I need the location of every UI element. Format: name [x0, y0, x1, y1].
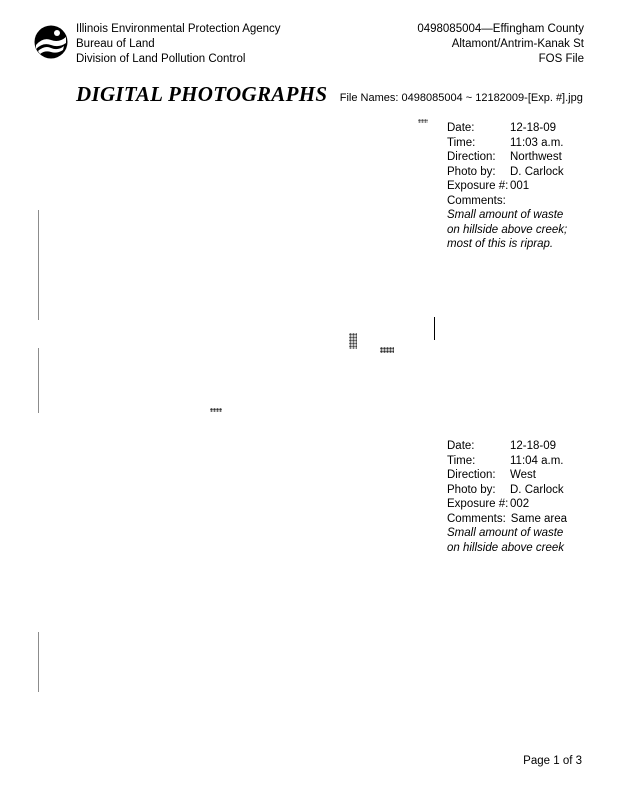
photo-2-metadata [447, 439, 597, 555]
photo-by-value: D. Carlock [510, 165, 564, 178]
comments-label: Comments: [447, 512, 506, 525]
time-label: Time: [447, 454, 476, 467]
comment-line: on hillside above creek; [447, 223, 568, 236]
time-value: 11:03 a.m. [510, 136, 564, 149]
bureau-name: Bureau of Land [76, 38, 155, 50]
date-value: 12-18-09 [510, 122, 557, 134]
site-id: 0498085004—Effingham County [417, 23, 584, 35]
comments-label: Comments: [447, 194, 506, 207]
comments-extra: Same area [510, 512, 568, 525]
agency-logo-icon [33, 24, 69, 60]
agency-name: Illinois Environmental Protection Agency [76, 23, 281, 35]
page-number: Page 1 of 3 [523, 755, 582, 767]
title-row [76, 82, 583, 107]
exposure-value: 002 [510, 498, 530, 510]
scan-speck [210, 408, 222, 412]
date-label: Date: [447, 122, 475, 134]
comment-line: on hillside above creek [447, 541, 564, 554]
time-value: 11:04 a.m. [510, 454, 564, 467]
comment-line: most of this is riprap. [447, 238, 554, 250]
scan-edge-mark [38, 210, 39, 320]
comment-line: Small amount of waste [447, 209, 564, 221]
direction-label: Direction: [447, 469, 496, 481]
direction-value: Northwest [510, 151, 562, 163]
agency-block [76, 22, 281, 67]
site-block [417, 22, 584, 67]
scan-edge-mark [38, 632, 39, 692]
scan-speck [418, 119, 428, 123]
photo-by-value: D. Carlock [510, 483, 564, 496]
photo-by-label: Photo by: [447, 483, 496, 496]
direction-label: Direction: [447, 151, 496, 163]
direction-value: West [510, 469, 536, 481]
photo-1-metadata [447, 121, 597, 252]
scan-edge-mark [434, 317, 435, 340]
exposure-label: Exposure #: [447, 498, 509, 510]
file-names: File Names: 0498085004 ~ 12182009-[Exp. #].jpg [339, 92, 583, 104]
scan-speck [380, 347, 394, 353]
date-value: 12-18-09 [510, 440, 557, 452]
file-type: FOS File [538, 53, 584, 65]
site-name: Altamont/Antrim-Kanak St [451, 38, 584, 50]
division-name: Division of Land Pollution Control [76, 53, 246, 65]
scan-speck [349, 333, 357, 349]
photo-by-label: Photo by: [447, 165, 496, 178]
exposure-value: 001 [510, 180, 530, 192]
scan-edge-mark [38, 348, 39, 413]
comment-line: Small amount of waste [447, 527, 564, 539]
page-title: DIGITAL PHOTOGRAPHS [76, 82, 328, 106]
time-label: Time: [447, 136, 476, 149]
date-label: Date: [447, 440, 475, 452]
exposure-label: Exposure #: [447, 180, 509, 192]
